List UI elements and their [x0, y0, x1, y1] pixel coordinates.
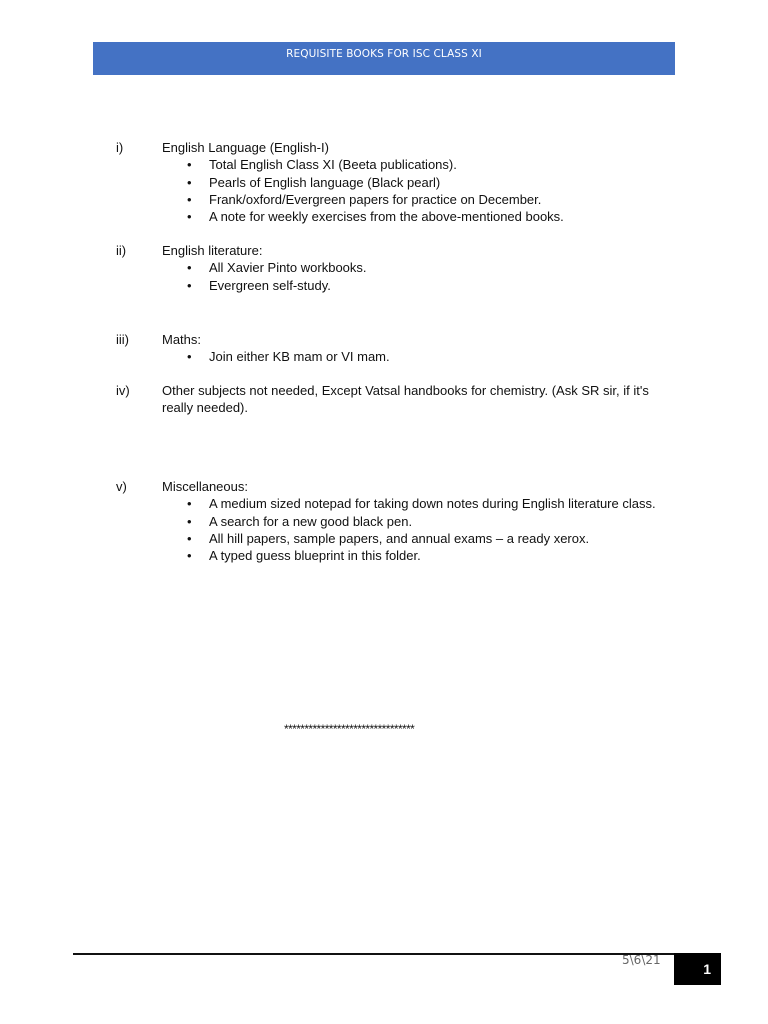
list-item: [162, 174, 672, 191]
list-item-text: Frank/oxford/Evergreen papers for practice on December.: [209, 191, 542, 207]
list-item-text: Total English Class XI (Beeta publications).: [209, 157, 457, 173]
bullet-list: [162, 156, 672, 225]
list-item: [162, 259, 672, 276]
list-item: [162, 156, 672, 173]
bullet-icon: •: [187, 513, 192, 529]
footer-divider: [73, 953, 678, 955]
bullet-icon: •: [187, 209, 192, 225]
section-numeral: iv): [116, 383, 130, 398]
bullet-icon: •: [187, 530, 192, 546]
section-heading: Maths:: [162, 332, 202, 347]
footer-date: 5\6\21: [622, 953, 661, 967]
bullet-icon: •: [187, 157, 192, 173]
list-item-text: A note for weekly exercises from the above-mentioned books.: [209, 209, 564, 225]
list-item: [162, 547, 672, 564]
section-numeral: v): [116, 479, 127, 494]
document-title: REQUISITE BOOKS FOR ISC CLASS XI: [286, 48, 482, 60]
section-heading: English literature:: [162, 243, 263, 258]
list-item-text: Join either KB mam or VI mam.: [209, 349, 390, 365]
list-item: [162, 530, 672, 547]
bullet-list: [162, 495, 672, 564]
page-number-box: [674, 953, 721, 985]
section-heading: Other subjects not needed, Except Vatsal handbooks for chemistry. (Ask SR sir, if it's really needed).: [162, 383, 649, 416]
list-item: [162, 208, 672, 225]
list-item-text: A typed guess blueprint in this folder.: [209, 548, 421, 564]
section-numeral: ii): [116, 243, 127, 258]
bullet-icon: •: [187, 496, 192, 512]
list-item-text: A medium sized notepad for taking down notes during English literature class.: [209, 496, 656, 512]
bullet-icon: •: [187, 191, 192, 207]
list-item-text: All Xavier Pinto workbooks.: [209, 260, 367, 276]
section-numeral: iii): [116, 332, 129, 347]
separator-stars: ********************************: [284, 722, 415, 736]
list-item: [162, 191, 672, 208]
bullet-icon: •: [187, 548, 192, 564]
section-heading: Miscellaneous:: [162, 479, 248, 494]
bullet-icon: •: [187, 277, 192, 293]
bullet-list: [162, 259, 672, 294]
page-number: 1: [703, 961, 711, 977]
list-item: [162, 513, 672, 530]
bullet-list: [162, 348, 672, 365]
bullet-icon: •: [187, 174, 192, 190]
list-item-text: Evergreen self-study.: [209, 277, 331, 293]
list-item-text: A search for a new good black pen.: [209, 513, 413, 529]
list-item-text: All hill papers, sample papers, and annual exams – a ready xerox.: [209, 530, 590, 546]
section-heading: English Language (English-I): [162, 140, 329, 155]
bullet-icon: •: [187, 260, 192, 276]
list-item: [162, 277, 672, 294]
list-item: [162, 348, 672, 365]
list-item: [162, 495, 672, 512]
bullet-icon: •: [187, 349, 192, 365]
list-item-text: Pearls of English language (Black pearl): [209, 174, 441, 190]
section-numeral: i): [116, 140, 124, 155]
